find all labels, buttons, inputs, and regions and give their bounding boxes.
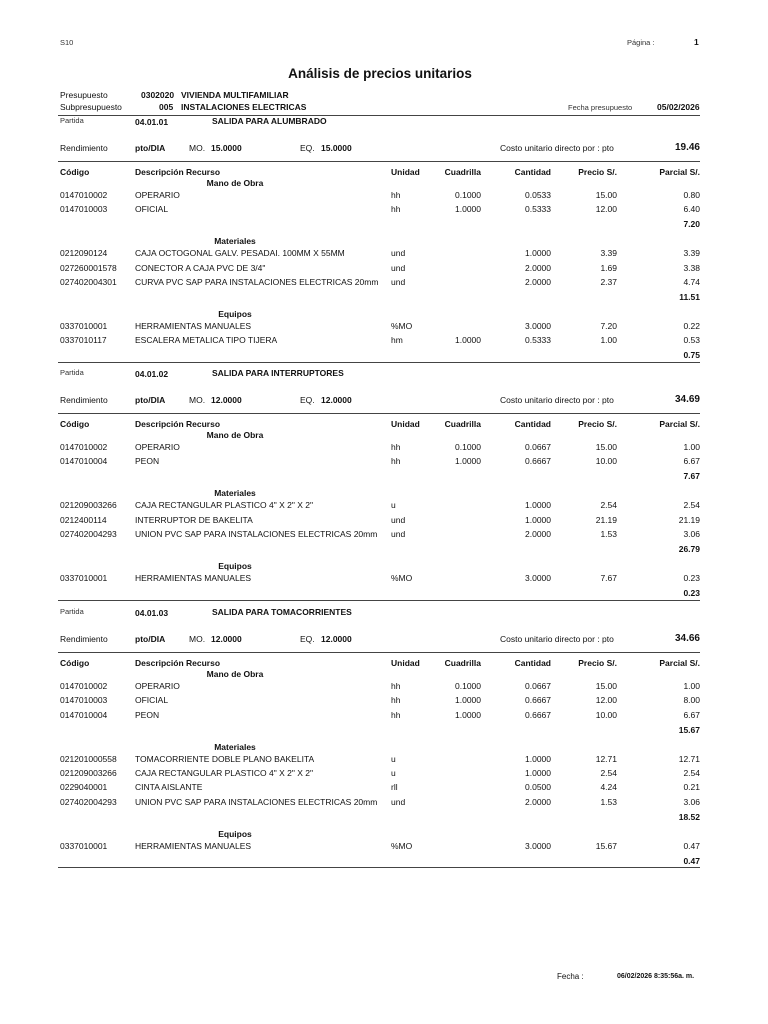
col-header-precio: Precio S/. [578,419,617,429]
group-title: Equipos [218,828,252,839]
cell-codigo: 0147010004 [60,456,108,467]
cell-cantidad: 0.0500 [525,782,551,793]
cell-codigo: 027402004293 [60,796,117,807]
subpresupuesto-label: Subpresupuesto [60,102,122,112]
cell-codigo: 027402004293 [60,529,117,539]
cell-codigo: 0147010003 [60,695,108,706]
cell-codigo: 0147010002 [60,442,108,452]
group-subtotal: 15.67 [678,724,700,735]
cell-unidad: hh [391,681,401,691]
cell-parcial: 0.47 [683,840,700,851]
subpresupuesto-code: 005 [159,102,174,112]
cell-descripcion: OFICIAL [135,204,169,215]
cell-codigo: 0229040001 [60,782,108,793]
group-subtotal: 0.23 [683,587,700,598]
cell-unidad: %MO [391,320,413,331]
cell-unidad: und [391,248,406,259]
cell-codigo: 021201000558 [60,753,117,764]
footer-fecha-label: Fecha : [557,972,584,981]
group-title: Equipos [218,308,252,319]
eq-label: EQ. [300,143,315,153]
cell-descripcion: CAJA OCTOGONAL GALV. PESADAI. 100MM X 55MM [135,248,345,259]
cell-cuadrilla: 0.1000 [455,442,481,452]
col-header-precio: Precio S/. [578,167,617,177]
col-header-parcial: Parcial S/. [659,419,700,429]
cell-unidad: hh [391,190,401,200]
col-header-cuadrilla: Cuadrilla [444,167,481,177]
cell-precio: 12.71 [595,753,617,764]
cell-codigo: 0212090124 [60,248,108,259]
cell-cantidad: 2.0000 [525,796,551,807]
col-header-descripcion: Descripción Recurso [135,419,221,429]
footer-fecha-value: 06/02/2026 8:35:56a. m. [617,973,695,980]
rendimiento-label: Rendimiento [60,634,108,644]
partida-bottom-rule [58,600,700,601]
page-title: Análisis de precios unitarios [288,66,472,81]
cell-parcial: 6.67 [683,709,700,720]
cell-cantidad: 2.0000 [525,277,551,287]
cell-precio: 1.53 [600,796,617,807]
col-header-precio: Precio S/. [578,658,617,668]
cell-codigo: 0147010002 [60,681,108,691]
group-subtotal: 11.51 [679,291,700,302]
presupuesto-label: Presupuesto [60,90,108,100]
cell-unidad: hh [391,442,401,452]
group-title: Materiales [214,236,256,247]
mo-value: 12.0000 [211,395,242,405]
rendimiento-unit: pto/DIA [135,634,166,644]
cell-parcial: 3.06 [683,529,700,539]
cell-descripcion: CINTA AISLANTE [135,782,203,793]
cell-precio: 15.00 [595,190,617,200]
cell-cantidad: 0.6667 [525,709,551,720]
cell-unidad: und [391,796,406,807]
costo-unitario-label: Costo unitario directo por : pto [500,634,614,644]
cell-codigo: 021209003266 [60,500,117,511]
rendimiento-unit: pto/DIA [135,143,166,153]
partida-code: 04.01.01 [135,117,169,127]
cell-cantidad: 3.0000 [525,320,551,331]
col-header-unidad: Unidad [391,658,420,668]
cell-cantidad: 0.6667 [525,695,551,706]
cell-precio: 1.00 [600,335,617,346]
col-header-parcial: Parcial S/. [659,658,700,668]
mo-value: 15.0000 [211,143,242,153]
cell-unidad: und [391,277,406,287]
group-subtotal: 18.52 [678,811,700,822]
col-header-unidad: Unidad [391,167,420,177]
header-rule [58,413,700,414]
cell-unidad: hh [391,695,401,706]
cell-cuadrilla: 1.0000 [455,456,481,467]
partida-name: SALIDA PARA ALUMBRADO [212,116,327,126]
group-subtotal: 26.79 [678,543,700,554]
cell-codigo: 0337010001 [60,572,108,583]
cell-descripcion: ESCALERA METALICA TIPO TIJERA [135,335,278,346]
col-header-cantidad: Cantidad [514,419,551,429]
cell-precio: 2.54 [600,768,617,778]
cell-descripcion: CONECTOR A CAJA PVC DE 3/4" [135,262,266,273]
cell-descripcion: HERRAMIENTAS MANUALES [135,840,252,851]
fecha-presupuesto-label: Fecha presupuesto [568,103,633,112]
cell-descripcion: TOMACORRIENTE DOBLE PLANO BAKELITA [135,753,315,764]
header-rule [58,652,700,653]
fecha-presupuesto-value: 05/02/2026 [657,102,700,112]
cell-cuadrilla: 1.0000 [455,695,481,706]
cell-parcial: 2.54 [683,768,700,778]
cell-parcial: 6.67 [683,456,700,467]
cell-unidad: hh [391,709,401,720]
cell-unidad: u [391,753,396,764]
col-header-descripcion: Descripción Recurso [135,167,221,177]
cell-codigo: 0147010002 [60,190,108,200]
col-header-cantidad: Cantidad [514,658,551,668]
cell-parcial: 3.06 [683,796,700,807]
group-title: Mano de Obra [206,430,264,440]
cell-precio: 10.00 [595,709,617,720]
presupuesto-name: VIVIENDA MULTIFAMILIAR [181,90,289,100]
cell-precio: 2.54 [600,500,617,511]
cell-precio: 12.00 [595,204,617,215]
cell-precio: 1.69 [600,262,617,273]
cell-parcial: 1.00 [683,681,700,691]
cell-unidad: u [391,500,396,511]
cell-codigo: 0337010001 [60,840,108,851]
cell-cantidad: 1.0000 [525,753,551,764]
cell-parcial: 0.53 [683,335,700,346]
group-subtotal: 7.20 [683,219,700,230]
partida-code: 04.01.03 [135,608,169,618]
cell-descripcion: OPERARIO [135,681,180,691]
cell-cantidad: 0.0533 [525,190,551,200]
group-title: Mano de Obra [206,669,264,679]
cell-codigo: 0212400114 [60,514,107,525]
cell-parcial: 0.22 [683,320,700,331]
cell-cantidad: 3.0000 [525,572,551,583]
cell-parcial: 0.80 [683,190,700,200]
cell-parcial: 21.19 [678,514,700,525]
col-header-descripcion: Descripción Recurso [135,658,221,668]
cell-parcial: 4.74 [683,277,700,287]
cell-unidad: und [391,262,406,273]
group-subtotal: 7.67 [683,471,700,482]
partida-label: Partida [60,368,84,377]
cell-cantidad: 0.0667 [525,442,551,452]
costo-unitario-value: 34.66 [674,633,700,644]
group-subtotal: 0.75 [683,350,700,361]
partida-name: SALIDA PARA INTERRUPTORES [212,368,344,378]
cell-descripcion: UNION PVC SAP PARA INSTALACIONES ELECTRICAS 20mm [135,529,378,539]
partida-name: SALIDA PARA TOMACORRIENTES [212,607,352,617]
cell-precio: 12.00 [595,695,617,706]
cell-unidad: %MO [391,840,413,851]
mo-label: MO. [189,634,206,644]
costo-unitario-label: Costo unitario directo por : pto [500,143,614,153]
cell-cantidad: 2.0000 [525,529,551,539]
cell-cantidad: 1.0000 [525,514,551,525]
cell-codigo: 0337010001 [60,320,108,331]
cell-unidad: %MO [391,572,413,583]
presupuesto-code: 0302020 [141,90,175,100]
cell-descripcion: CURVA PVC SAP PARA INSTALACIONES ELECTRICAS 20mm [135,277,379,287]
cell-precio: 3.39 [600,248,617,259]
cell-descripcion: CAJA RECTANGULAR PLASTICO 4" X 2" X 2" [135,768,314,778]
cell-precio: 1.53 [600,529,617,539]
costo-unitario-value: 19.46 [674,142,700,153]
cell-descripcion: HERRAMIENTAS MANUALES [135,320,252,331]
cell-unidad: und [391,514,406,525]
cell-precio: 15.67 [595,840,617,851]
mo-value: 12.0000 [211,634,242,644]
cell-descripcion: PEON [135,709,160,720]
cell-codigo: 027260001578 [60,262,117,273]
cell-cuadrilla: 1.0000 [455,204,481,215]
rendimiento-unit: pto/DIA [135,395,166,405]
eq-label: EQ. [300,395,315,405]
cell-cuadrilla: 0.1000 [455,681,481,691]
group-title: Materiales [214,488,256,499]
cell-cantidad: 0.5333 [525,335,551,346]
cell-parcial: 6.40 [683,204,700,215]
partida-label: Partida [60,116,84,125]
col-header-unidad: Unidad [391,419,420,429]
cell-parcial: 0.23 [683,572,700,583]
cell-cantidad: 0.0667 [525,681,551,691]
cell-precio: 4.24 [600,782,617,793]
page-label: Página : [627,38,655,47]
report-code: S10 [60,38,74,47]
cell-unidad: u [391,768,396,778]
cell-codigo: 021209003266 [60,768,117,778]
rendimiento-label: Rendimiento [60,395,108,405]
eq-value: 15.0000 [321,143,352,153]
cell-parcial: 12.71 [678,753,700,764]
cell-parcial: 3.39 [683,248,700,259]
page-number: 1 [694,37,699,47]
cell-cantidad: 1.0000 [525,500,551,511]
col-header-parcial: Parcial S/. [659,167,700,177]
partida-bottom-rule [58,867,700,868]
cell-codigo: 0147010003 [60,204,108,215]
eq-value: 12.0000 [321,395,352,405]
costo-unitario-label: Costo unitario directo por : pto [500,395,614,405]
cell-codigo: 027402004301 [60,277,117,287]
cell-cuadrilla: 0.1000 [455,190,481,200]
cell-parcial: 1.00 [683,442,700,452]
group-subtotal: 0.47 [683,855,700,866]
cell-cantidad: 2.0000 [525,262,551,273]
mo-label: MO. [189,143,206,153]
col-header-cuadrilla: Cuadrilla [444,419,481,429]
partida-code: 04.01.02 [135,369,169,379]
cell-descripcion: PEON [135,456,160,467]
cell-parcial: 8.00 [683,695,700,706]
group-title: Equipos [218,560,252,571]
cell-precio: 7.20 [600,320,617,331]
cell-cantidad: 3.0000 [525,840,551,851]
cell-cantidad: 1.0000 [525,248,551,259]
cell-parcial: 0.21 [683,782,700,793]
header-rule [58,161,700,162]
rendimiento-label: Rendimiento [60,143,108,153]
col-header-codigo: Código [60,419,90,429]
cell-cantidad: 0.5333 [525,204,551,215]
group-title: Materiales [214,741,256,752]
cell-cantidad: 1.0000 [525,768,551,778]
cell-descripcion: OFICIAL [135,695,169,706]
cell-unidad: hm [391,335,403,346]
cell-descripcion: INTERRUPTOR DE BAKELITA [135,514,253,525]
cell-unidad: rll [391,782,398,793]
col-header-cantidad: Cantidad [514,167,551,177]
cell-unidad: und [391,529,406,539]
cell-descripcion: HERRAMIENTAS MANUALES [135,572,252,583]
cell-descripcion: OPERARIO [135,190,180,200]
cell-precio: 7.67 [600,572,617,583]
cell-unidad: hh [391,456,401,467]
eq-value: 12.0000 [321,634,352,644]
col-header-codigo: Código [60,167,90,177]
cell-parcial: 3.38 [683,262,700,273]
cell-precio: 21.19 [595,514,617,525]
cell-cantidad: 0.6667 [525,456,551,467]
col-header-codigo: Código [60,658,90,668]
cell-descripcion: OPERARIO [135,442,180,452]
partida-top-rule [58,115,700,116]
costo-unitario-value: 34.69 [674,394,700,405]
cell-cuadrilla: 1.0000 [455,709,481,720]
cell-descripcion: UNION PVC SAP PARA INSTALACIONES ELECTRICAS 20mm [135,796,378,807]
col-header-cuadrilla: Cuadrilla [444,658,481,668]
cell-precio: 15.00 [595,681,617,691]
cell-unidad: hh [391,204,401,215]
eq-label: EQ. [300,634,315,644]
cell-codigo: 0147010004 [60,709,108,720]
cell-parcial: 2.54 [683,500,700,511]
partida-label: Partida [60,607,84,616]
group-title: Mano de Obra [206,178,264,188]
cell-cuadrilla: 1.0000 [455,335,481,346]
cell-precio: 15.00 [595,442,617,452]
cell-precio: 10.00 [595,456,617,467]
subpresupuesto-name: INSTALACIONES ELECTRICAS [181,102,307,112]
partida-bottom-rule [58,362,700,363]
cell-precio: 2.37 [600,277,617,287]
cell-descripcion: CAJA RECTANGULAR PLASTICO 4" X 2" X 2" [135,500,314,511]
mo-label: MO. [189,395,206,405]
cell-codigo: 0337010117 [60,335,107,346]
